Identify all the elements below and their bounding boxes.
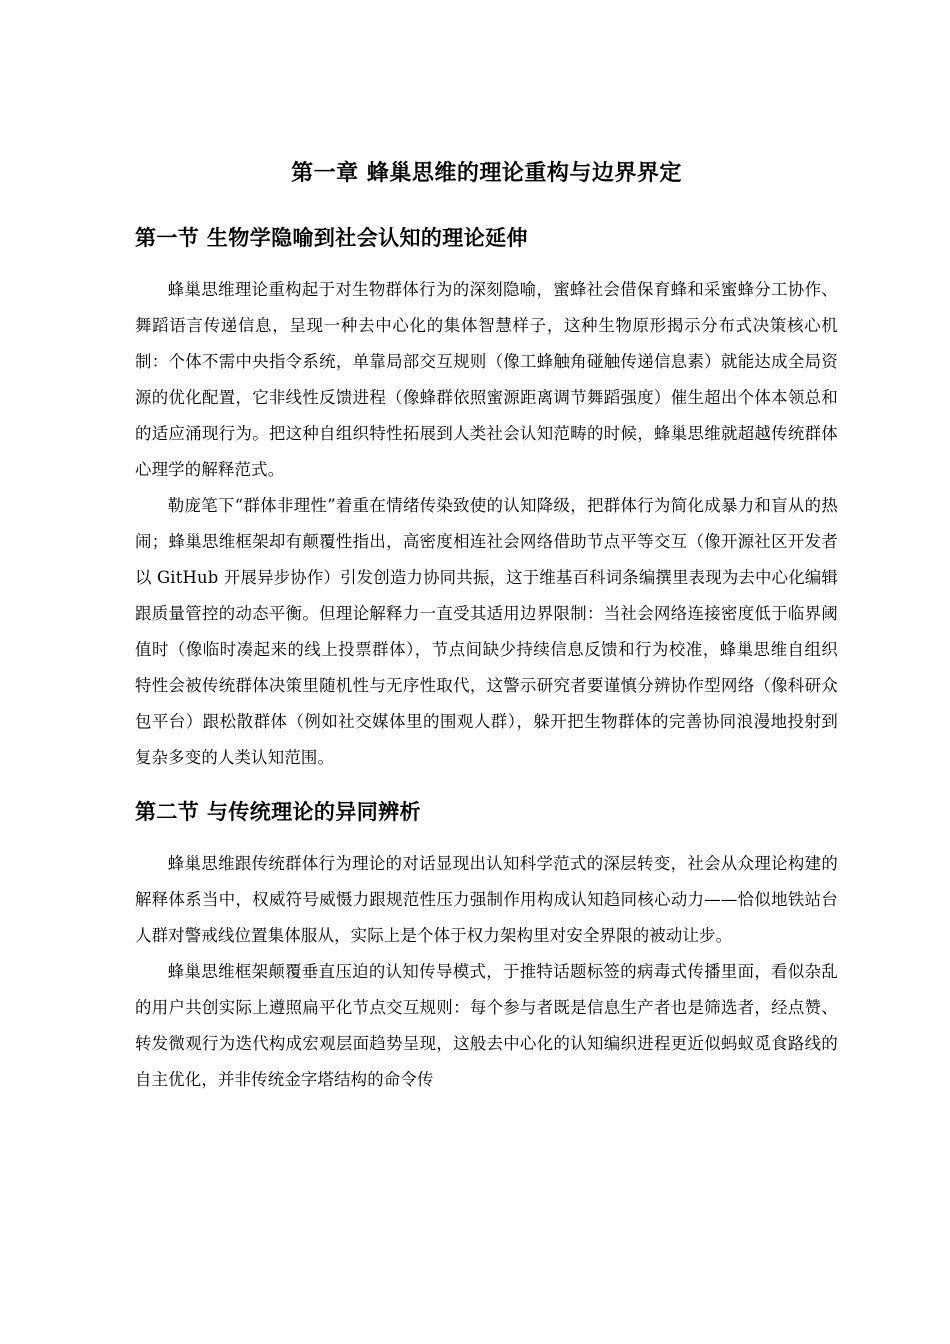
- section-title-2: 第二节 与传统理论的异同辨析: [135, 800, 421, 824]
- section-1-paragraph-1: 蜂巢思维理论重构起于对生物群体行为的深刻隐喻，蜜蜂社会借保育蜂和采蜜蜂分工协作、舞蹈语言传递信息，呈现一种去中心化的集体智慧样子，这种生物原形揭示分布式决策核心机制：个体不需中央指令系统，单靠局部交互规则（像工蜂触角碰触传递信息素）就能达成全局资源的优化配置，它非线性反馈进程（像蜂群依照蜜源距离调节舞蹈强度）催生超出个体本领总和的适应涌现行为。把这种自组织特性拓展到人类社会认知范畴的时候，蜂巢思维就超越传统群体心理学的解释范式。: [135, 280, 838, 479]
- section-title-1: 第一节 生物学隐喻到社会认知的理论延伸: [135, 226, 528, 250]
- section-2-paragraph-1: 蜂巢思维跟传统群体行为理论的对话显现出认知科学范式的深层转变，社会从众理论构建的解释体系当中，权威符号威慑力跟规范性压力强制作用构成认知趋同核心动力——恰似地铁站台人群对警戒线位置集体服从，实际上是个体于权力架构里对安全界限的被动让步。: [135, 854, 838, 945]
- document-page: [135, 157, 838, 1098]
- section-2-paragraph-2: 蜂巢思维框架颠覆垂直压迫的认知传导模式，于推特话题标签的病毒式传播里面，看似杂乱的用户共创实际上遵照扁平化节点交互规则：每个参与者既是信息生产者也是筛选者，经点赞、转发微观行为迭代构成宏观层面趋势呈现，这般去中心化的认知编织进程更近似蚂蚁觅食路线的自主优化，并非传统金字塔结构的命令传: [135, 962, 838, 1089]
- chapter-title: 第一章 蜂巢思维的理论重构与边界界定: [291, 161, 682, 186]
- section-1-paragraph-2: 勒庞笔下“群体非理性”着重在情绪传染致使的认知降级，把群体行为简化成暴力和盲从的热闹；蜂巢思维框架却有颠覆性指出，高密度相连社会网络借助节点平等交互（像开源社区开发者以 GitHub 开展异步协作）引发创造力协同共振，这于维基百科词条编撰里表现为去中心化编辑跟质量管控的动态平衡。但理论解释力一直受其适用边界限制：当社会网络连接密度低于临界阈值时（像临时凑起来的线上投票群体），节点间缺少持续信息反馈和行为校准，蜂巢思维自组织特性会被传统群体决策里随机性与无序性取代，这警示研究者要谨慎分辨协作型网络（像科研众包平台）跟松散群体（例如社交媒体里的围观人群），躲开把生物群体的完善协同浪漫地投射到复杂多变的人类认知范围。: [135, 496, 838, 767]
